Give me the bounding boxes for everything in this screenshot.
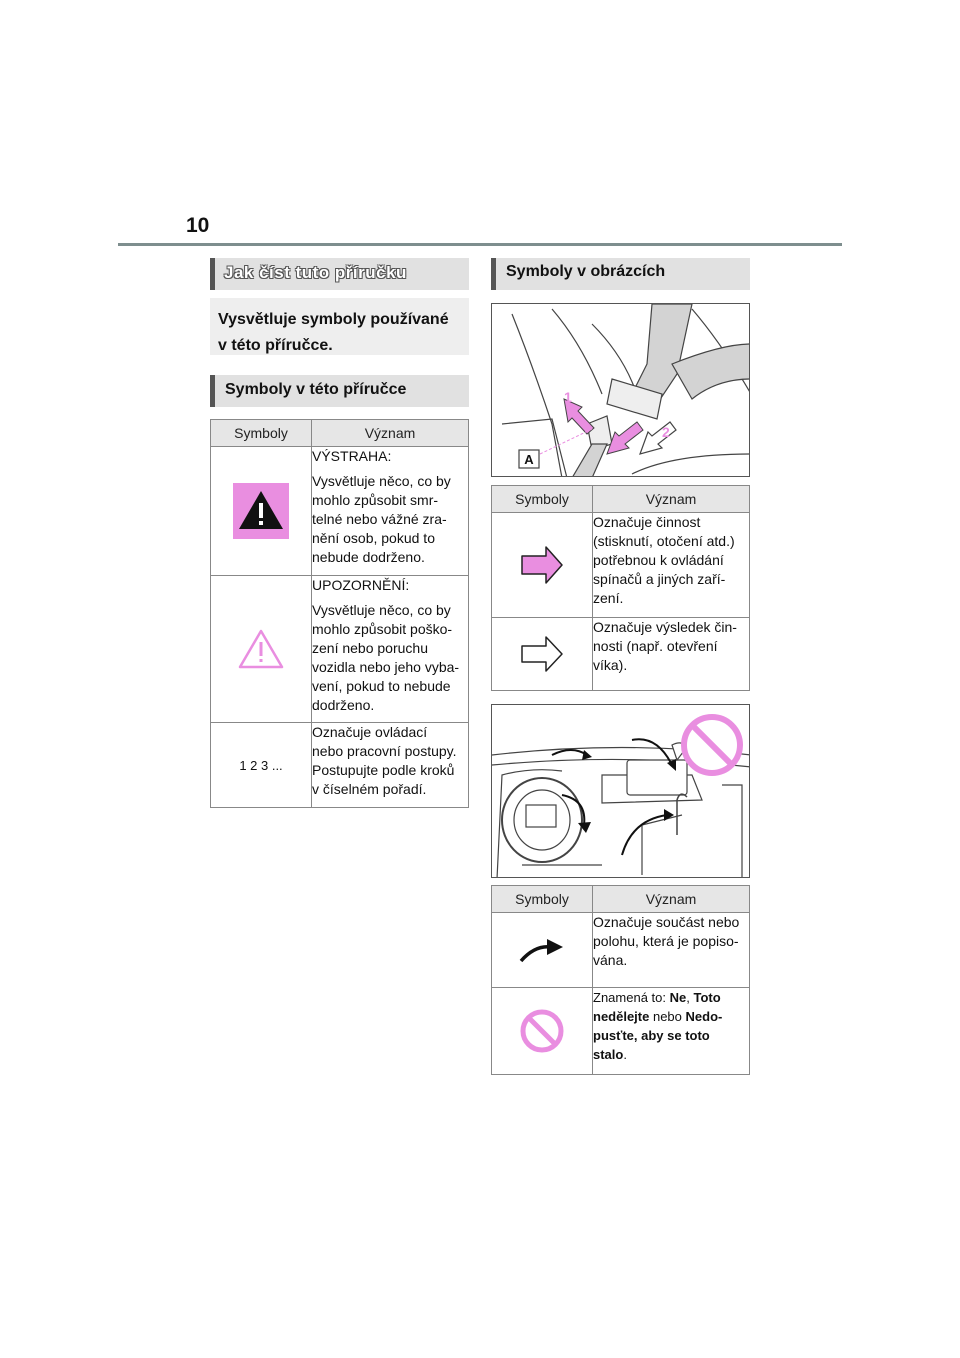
action-symbols-table [491,485,750,691]
page-number: 10 [186,214,210,237]
pink-filled-arrow-icon [492,513,592,617]
result-text: Označuje výsledek čin-nosti (např. otevření víka). [593,619,737,673]
figure-label-2: 2 [662,424,670,440]
table-row [492,513,750,618]
caution-label: UPOZORNĚNÍ: [312,577,410,593]
col-meaning-header: Význam [593,886,750,913]
col-symbol-header: Symboly [211,420,312,447]
figure-label-1: 1 [564,389,572,405]
warning-label: VÝSTRAHA: [312,448,392,464]
col-meaning-header: Význam [312,420,469,447]
outline-arrow-icon [492,618,592,690]
table-header-row [492,886,750,913]
table-row [211,576,469,723]
col-symbol-header: Symboly [492,486,593,513]
dashboard-illustration [491,704,750,878]
subsection-title: Symboly v této příručce [210,375,469,407]
table-row [211,447,469,576]
table-row [211,723,469,808]
caution-outline-triangle-icon [211,576,311,722]
prohibited-text: Znamená to: Ne, Toto nedělejte nebo Nedo-pusťte, aby se toto stalo. [593,990,723,1062]
figure-label-a: A [524,452,534,467]
col-meaning-header: Význam [593,486,750,513]
table-row [492,913,750,988]
curved-callout-arrow-icon [492,913,592,987]
warning-filled-triangle-icon [211,447,311,575]
col-symbol-header: Symboly [492,886,593,913]
steps-text: Označuje ovládací nebo pracovní postupy. Postupujte podle kroků v číselném pořadí. [312,724,457,797]
table-row [492,618,750,691]
symbols-table [210,419,469,808]
component-symbols-table [491,885,750,1075]
warning-text: Vysvětluje něco, co by mohlo způsobit smr-telné nebo vážné zra-nění osob, pokud to nebude dodrženo. [312,473,451,565]
caution-text: Vysvětluje něco, co by mohlo způsobit poško-zení nebo poruchu vozidla nebo jeho vyba-vení, pokud to nebude dodrženo. [312,602,460,713]
section-title: Jak číst tuto příručku [210,258,469,290]
prohibited-circle-icon [492,988,592,1074]
table-header-row [492,486,750,513]
step-numbers-icon: 1 2 3 ... [239,757,283,773]
component-text: Označuje součást nebo polohu, která je popiso-vána. [593,914,740,968]
table-header-row [211,420,469,447]
table-row [492,988,750,1075]
intro-text [210,298,469,355]
header-rule [118,243,842,246]
intro-line-1: Vysvětluje symboly používané [218,311,449,328]
figures-section-title: Symboly v obrázcích [491,258,750,290]
seatbelt-illustration [491,303,750,477]
action-text: Označuje činnost (stisknutí, otočení atd.) potřebnou k ovládání spínačů a jiných zaří-zení. [593,514,735,606]
intro-line-2: v této příručce. [218,337,333,354]
